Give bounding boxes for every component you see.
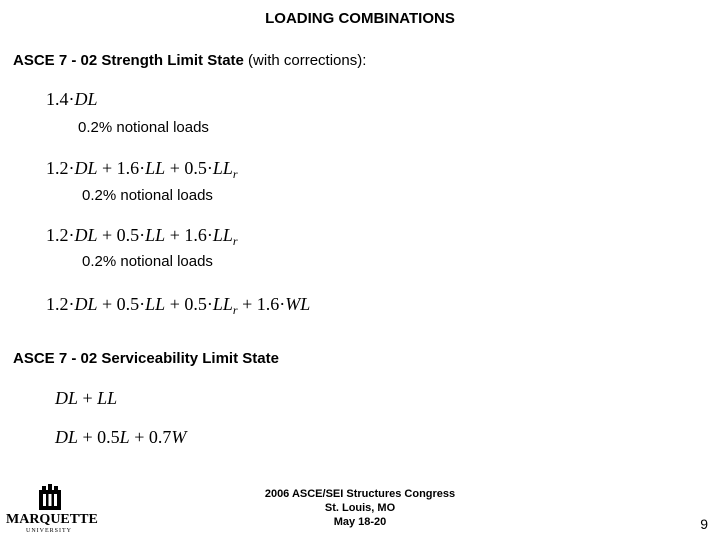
footer-conference [230,487,490,529]
equation-service-2: DL + 0.5L + 0.7W [55,427,187,447]
serviceability-heading: ASCE 7 - 02 Serviceability Limit State [13,350,279,367]
logo-name: MARQUETTE [6,512,98,527]
equation-strength-3: $1.2\cdot DL + 0.5\cdot LL + 1.6\cdot LL_r$ [46,225,238,248]
notional-note-2: 0.2% notional loads [82,187,213,204]
notional-note-3: 0.2% notional loads [82,253,213,270]
marquette-crest-icon [36,484,64,512]
strength-heading-note: (with corrections): [243,52,367,69]
slide-title: LOADING COMBINATIONS [265,10,455,27]
notional-note-1: 0.2% notional loads [78,119,209,136]
equation-strength-4: $1.2\cdot DL + 0.5\cdot LL + 0.5\cdot LL_r + 1.6\cdot WL$ [46,294,311,317]
page-number: 9 [700,516,708,532]
footer-line-3: May 18-20 [333,516,387,528]
footer-line-2: St. Louis, MO [324,502,396,514]
equation-strength-1: 1.4·DL [46,89,98,109]
strength-heading-bold: ASCE 7 - 02 Strength Limit State [13,52,244,69]
strength-heading [13,52,366,69]
footer-line-1: 2006 ASCE/SEI Structures Congress [264,488,456,500]
logo-sub: UNIVERSITY [26,528,72,534]
equation-strength-2: $1.2\cdot DL + 1.6\cdot LL + 0.5\cdot LL_r$ [46,158,238,181]
equation-service-1: DL + LL [55,388,118,408]
